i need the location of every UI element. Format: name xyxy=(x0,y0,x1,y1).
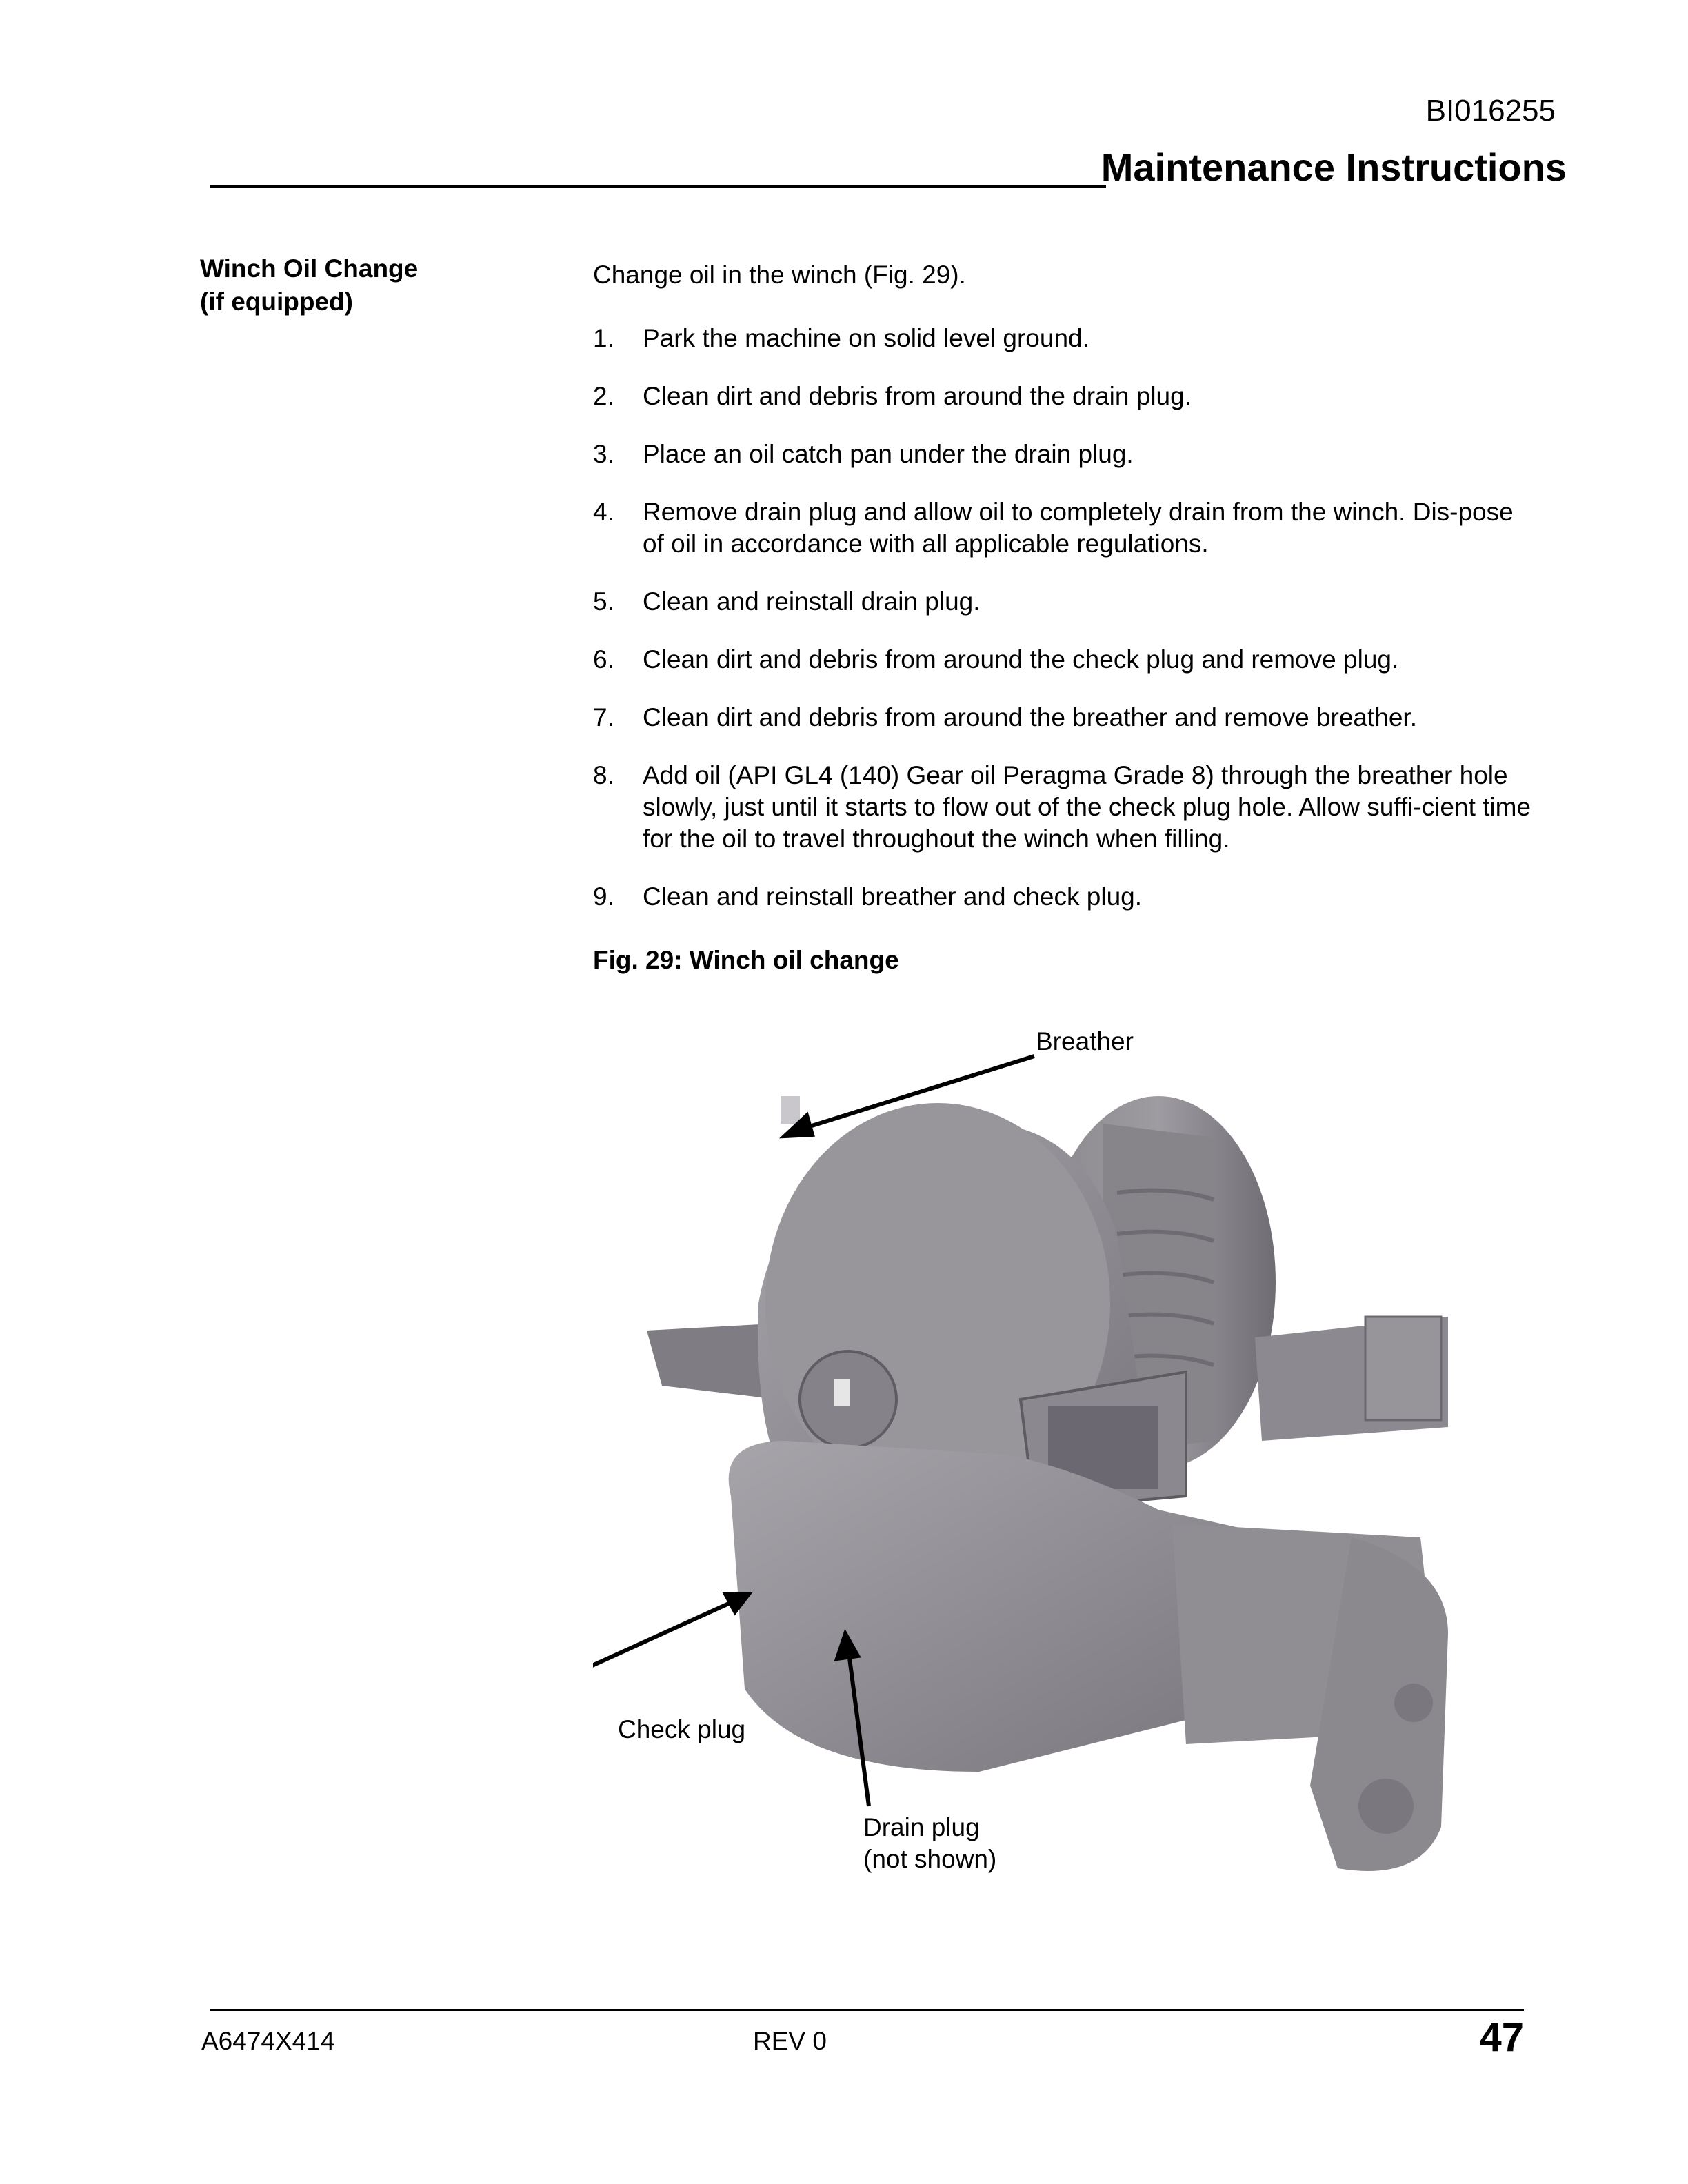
breather-label: Breather xyxy=(1036,1027,1134,1055)
section-title-line2: (if equipped) xyxy=(200,287,353,316)
step-number: 5. xyxy=(593,587,614,616)
header-rule xyxy=(210,185,1106,188)
step-item xyxy=(593,586,1539,618)
drain-plug-label xyxy=(863,1812,996,1875)
drain-plug-label-line1: Drain plug xyxy=(863,1813,980,1841)
footer-doc-number: A6474X414 xyxy=(201,2027,335,2055)
step-number: 4. xyxy=(593,498,614,526)
intro-text: Change oil in the winch (Fig. 29). xyxy=(593,261,966,289)
step-item xyxy=(593,702,1539,734)
check-plug-label: Check plug xyxy=(618,1715,746,1743)
step-text: Clean dirt and debris from around the drain plug. xyxy=(643,382,1192,410)
step-number: 9. xyxy=(593,882,614,911)
step-number: 3. xyxy=(593,440,614,468)
step-item xyxy=(593,381,1539,412)
step-text: Place an oil catch pan under the drain plug. xyxy=(643,440,1134,468)
step-text: Remove drain plug and allow oil to completely drain from the winch. Dis-pose of oil in accordance with all applicable regulations. xyxy=(643,498,1514,558)
winch-illustration xyxy=(593,1013,1517,1965)
step-text: Clean and reinstall breather and check plug. xyxy=(643,882,1143,911)
hydraulic-motor xyxy=(1172,1524,1448,1871)
step-number: 1. xyxy=(593,324,614,352)
drain-plug-label-line2: (not shown) xyxy=(863,1845,997,1873)
winch-figure xyxy=(593,1013,1517,1965)
breather-fitting xyxy=(781,1096,800,1124)
step-text: Add oil (API GL4 (140) Gear oil Peragma Grade 8) through the breather hole slowly, just until it starts to flow out of the check plug hole. Allow suffi-cient time for the oil to travel throughout the winch when filling. xyxy=(643,761,1531,853)
step-item xyxy=(593,438,1539,470)
section-title xyxy=(200,252,418,318)
step-text: Clean dirt and debris from around the breather and remove breather. xyxy=(643,703,1417,731)
step-number: 8. xyxy=(593,761,614,789)
footer-revision: REV 0 xyxy=(753,2027,827,2055)
step-item xyxy=(593,760,1539,855)
document-id: BI016255 xyxy=(1425,94,1556,128)
right-block xyxy=(1365,1317,1441,1420)
step-item xyxy=(593,644,1539,676)
check-plug-arrow xyxy=(593,1599,738,1703)
footer-rule xyxy=(210,2009,1524,2011)
step-number: 2. xyxy=(593,382,614,410)
page-title: Maintenance Instructions xyxy=(1101,145,1567,189)
step-text: Clean dirt and debris from around the check plug and remove plug. xyxy=(643,645,1399,674)
page-number: 47 xyxy=(1479,2015,1524,2060)
step-item xyxy=(593,496,1539,560)
step-number: 7. xyxy=(593,703,614,731)
step-text: Park the machine on solid level ground. xyxy=(643,324,1089,352)
figure-caption: Fig. 29: Winch oil change xyxy=(593,946,899,974)
step-text: Clean and reinstall drain plug. xyxy=(643,587,981,616)
step-number: 6. xyxy=(593,645,614,674)
step-item xyxy=(593,881,1539,913)
step-item xyxy=(593,323,1539,354)
section-title-line1: Winch Oil Change xyxy=(200,254,419,283)
steps-list xyxy=(593,323,1558,939)
